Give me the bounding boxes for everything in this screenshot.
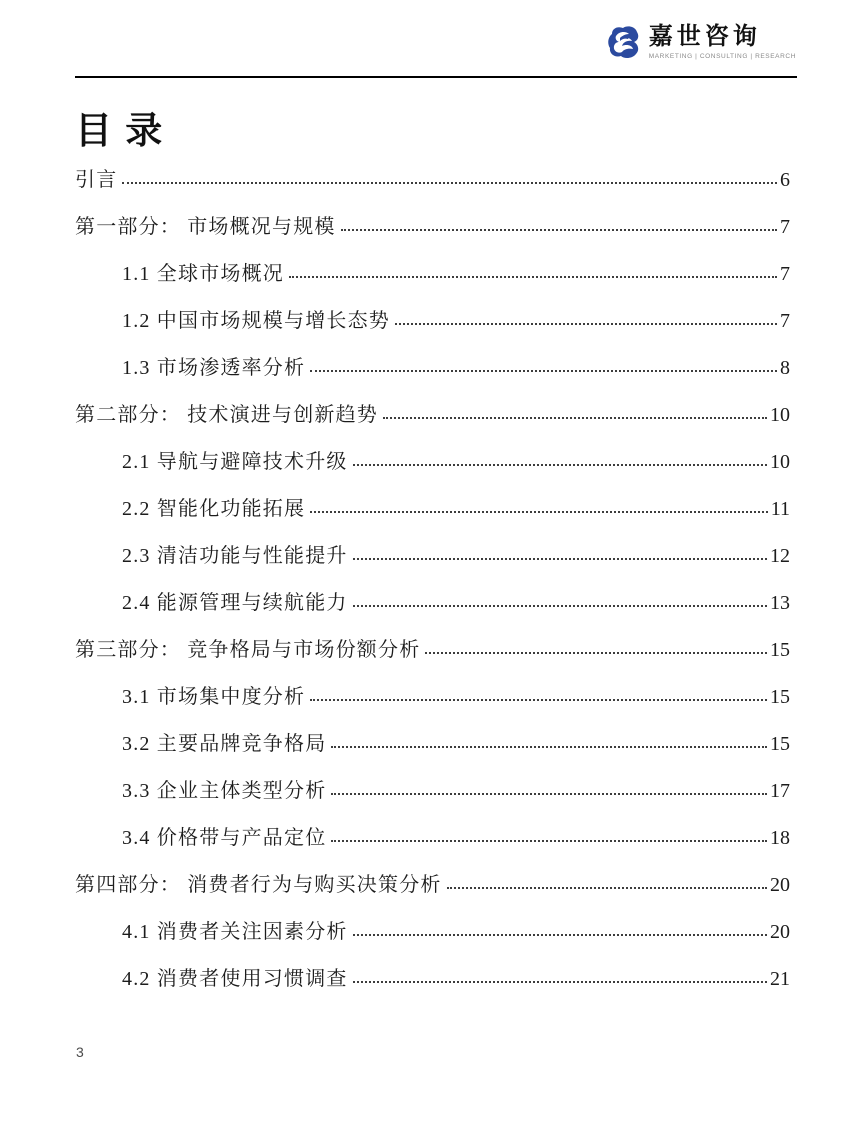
toc-entry[interactable] bbox=[75, 204, 790, 251]
toc-entry-page-number: 7 bbox=[780, 310, 790, 332]
toc-entry-page-number: 10 bbox=[770, 451, 790, 473]
toc-entry[interactable] bbox=[75, 157, 790, 204]
dot-leader bbox=[395, 323, 777, 325]
dot-leader bbox=[353, 934, 767, 936]
toc-entry-page-number: 13 bbox=[770, 592, 790, 614]
dot-leader bbox=[122, 182, 777, 184]
company-logo bbox=[606, 24, 796, 60]
toc-entry-label: 1.2 中国市场规模与增长态势 bbox=[122, 310, 390, 332]
toc-entry[interactable] bbox=[122, 580, 790, 627]
dot-leader bbox=[353, 605, 767, 607]
page-header bbox=[75, 24, 796, 60]
toc-entry-page-number: 8 bbox=[780, 357, 790, 379]
toc-entry-page-number: 18 bbox=[770, 827, 790, 849]
toc-entry[interactable] bbox=[122, 956, 790, 1003]
toc-entry[interactable] bbox=[122, 439, 790, 486]
table-of-contents bbox=[75, 77, 790, 1003]
toc-entry-label: 3.4 价格带与产品定位 bbox=[122, 827, 327, 849]
toc-entry[interactable] bbox=[122, 298, 790, 345]
toc-entry-page-number: 21 bbox=[770, 968, 790, 990]
toc-entry-label: 4.1 消费者关注因素分析 bbox=[122, 921, 348, 943]
toc-entry-label: 2.4 能源管理与续航能力 bbox=[122, 592, 348, 614]
brand-name: 嘉世咨询 bbox=[648, 23, 761, 50]
toc-entry[interactable] bbox=[122, 674, 790, 721]
dot-leader bbox=[353, 558, 767, 560]
toc-entry-label: 4.2 消费者使用习惯调查 bbox=[122, 968, 348, 990]
dot-leader bbox=[331, 746, 767, 748]
toc-list bbox=[75, 157, 790, 1003]
toc-entry[interactable] bbox=[122, 815, 790, 862]
toc-entry[interactable] bbox=[75, 627, 790, 674]
logo-text-block bbox=[649, 24, 796, 60]
toc-entry-label: 1.3 市场渗透率分析 bbox=[122, 357, 306, 379]
toc-entry[interactable] bbox=[122, 768, 790, 815]
toc-entry[interactable] bbox=[122, 345, 790, 392]
dot-leader bbox=[310, 699, 767, 701]
toc-entry-label: 第三部分： 竞争格局与市场份额分析 bbox=[75, 639, 421, 661]
toc-entry-page-number: 15 bbox=[770, 686, 790, 708]
footer-page-number: 3 bbox=[76, 1044, 84, 1060]
toc-entry-label: 第二部分： 技术演进与创新趋势 bbox=[75, 404, 378, 426]
toc-entry-label: 2.1 导航与避障技术升级 bbox=[122, 451, 348, 473]
toc-entry[interactable] bbox=[122, 721, 790, 768]
toc-entry[interactable] bbox=[122, 533, 790, 580]
toc-entry-page-number: 15 bbox=[770, 639, 790, 661]
dot-leader bbox=[331, 840, 767, 842]
toc-entry-label: 第四部分： 消费者行为与购买决策分析 bbox=[75, 874, 442, 896]
dot-leader bbox=[289, 276, 777, 278]
toc-entry-page-number: 17 bbox=[770, 780, 790, 802]
jiashi-logo-icon bbox=[606, 24, 642, 60]
toc-entry-label: 3.1 市场集中度分析 bbox=[122, 686, 306, 708]
toc-entry-label: 第一部分： 市场概况与规模 bbox=[75, 216, 336, 238]
toc-entry-page-number: 20 bbox=[770, 921, 790, 943]
toc-entry-label: 3.3 企业主体类型分析 bbox=[122, 780, 327, 802]
toc-entry[interactable] bbox=[122, 251, 790, 298]
toc-entry-page-number: 7 bbox=[780, 263, 790, 285]
brand-tagline: MARKETING | CONSULTING | RESEARCH bbox=[648, 53, 796, 61]
toc-entry[interactable] bbox=[75, 862, 790, 909]
dot-leader bbox=[353, 981, 767, 983]
toc-entry-page-number: 15 bbox=[770, 733, 790, 755]
toc-entry[interactable] bbox=[75, 392, 790, 439]
dot-leader bbox=[447, 887, 767, 889]
dot-leader bbox=[383, 417, 767, 419]
toc-entry-page-number: 11 bbox=[770, 498, 790, 520]
toc-entry-page-number: 7 bbox=[780, 216, 790, 238]
dot-leader bbox=[425, 652, 767, 654]
dot-leader bbox=[331, 793, 767, 795]
toc-entry-label: 3.2 主要品牌竞争格局 bbox=[122, 733, 327, 755]
dot-leader bbox=[310, 370, 777, 372]
toc-title: 目 录 bbox=[75, 111, 165, 152]
toc-entry-page-number: 6 bbox=[780, 169, 790, 191]
toc-entry-label: 2.2 智能化功能拓展 bbox=[122, 498, 306, 520]
toc-entry-label: 2.3 清洁功能与性能提升 bbox=[122, 545, 348, 567]
toc-entry-label: 1.1 全球市场概况 bbox=[122, 263, 284, 285]
dot-leader bbox=[341, 229, 777, 231]
dot-leader bbox=[353, 464, 767, 466]
toc-entry[interactable] bbox=[122, 909, 790, 956]
toc-entry-page-number: 12 bbox=[770, 545, 790, 567]
toc-entry-label: 引言 bbox=[75, 169, 118, 191]
toc-entry[interactable] bbox=[122, 486, 790, 533]
toc-entry-page-number: 10 bbox=[770, 404, 790, 426]
toc-entry-page-number: 20 bbox=[770, 874, 790, 896]
dot-leader bbox=[310, 511, 768, 513]
